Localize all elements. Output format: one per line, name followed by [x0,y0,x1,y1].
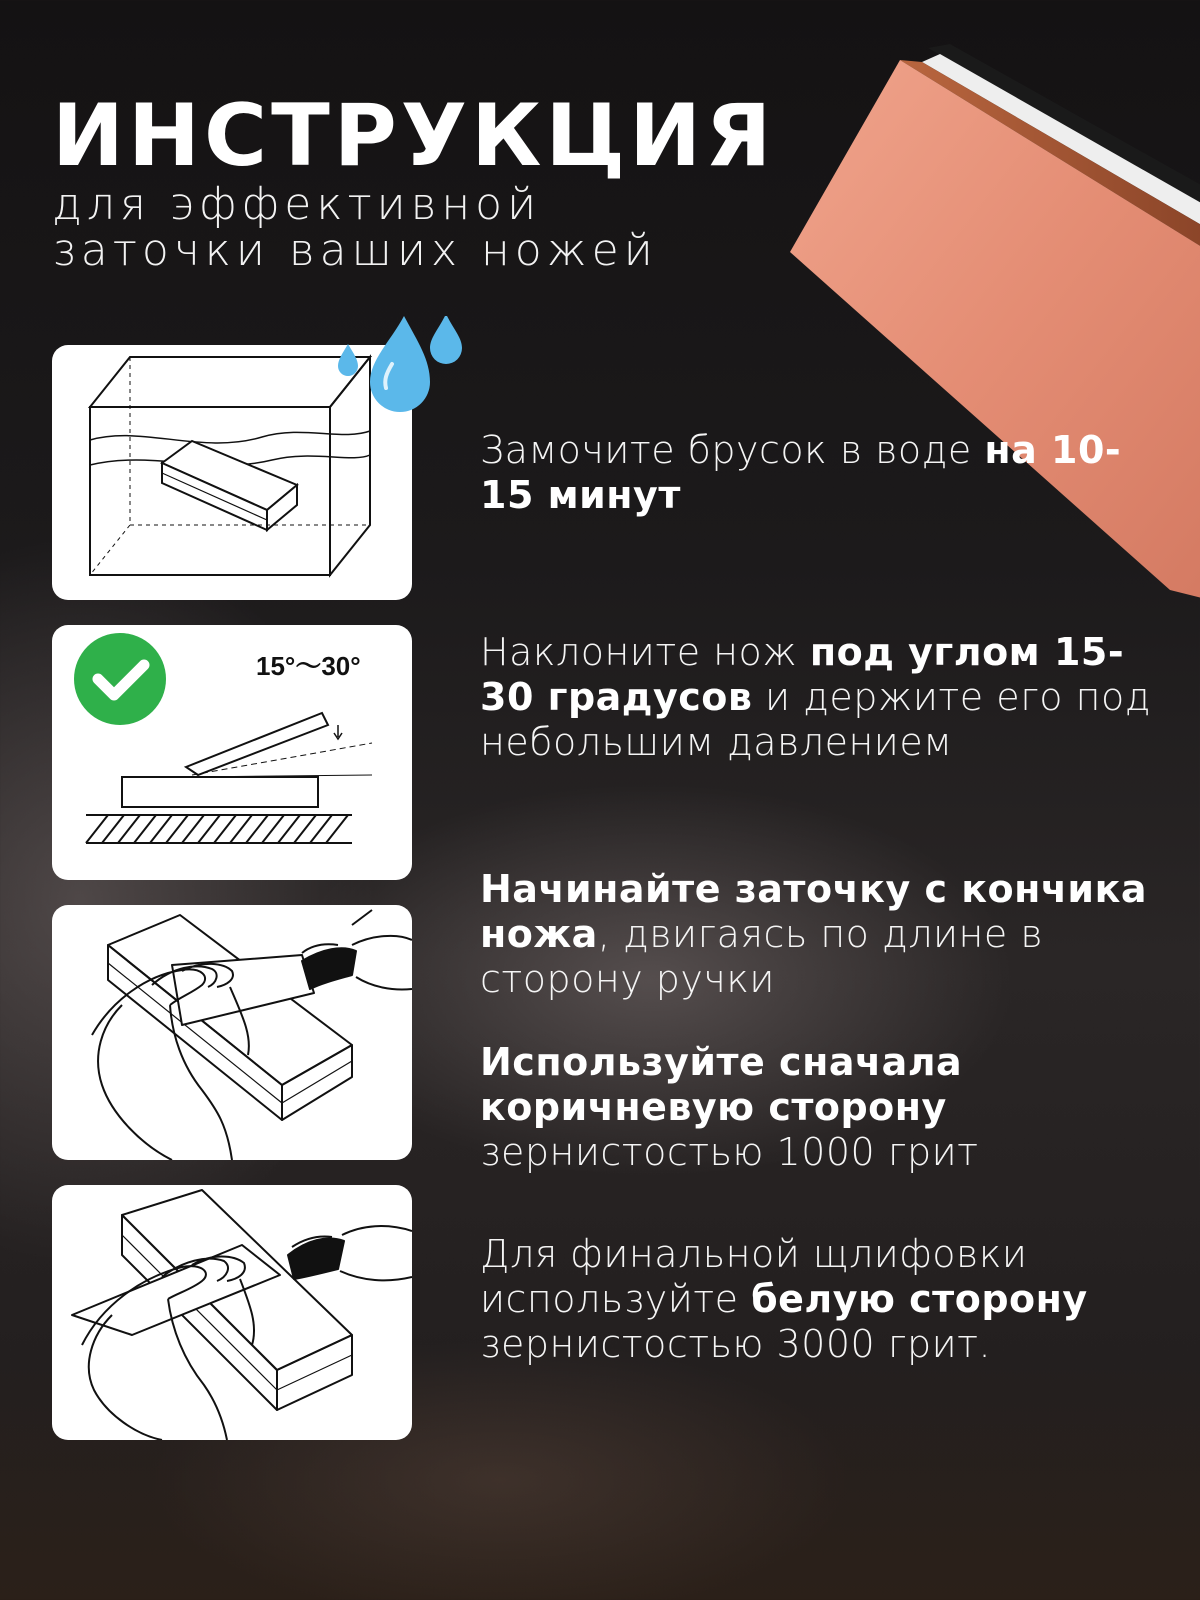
angle-illustration [52,625,412,880]
subtitle-line-2: заточки ваших ножей [52,225,658,276]
water-drops-icon [334,316,468,416]
step-2-plain-1: Наклоните нож [480,630,810,674]
sharpening-tip-illustration-card [52,905,412,1160]
step-3-plain: , двигаясь по длине в сторону ручки [480,912,1044,1001]
subtitle-line-1: для эффективной [52,179,542,230]
page-title: ИНСТРУКЦИЯ [52,86,776,186]
step-2-plain-2: и держите его под небольшим давлением [480,675,1151,764]
step-1-text [480,428,1170,518]
step-1-plain: Замочите брусок в воде [480,428,985,472]
step-2-bold: под углом 15-30 градусов [480,630,1125,719]
step-5-plain-1: Для финальной щлифовки используйте [480,1232,1028,1321]
step-3-bold: Начинайте заточку с кончика ножа [480,867,1147,956]
checkmark-icon [74,633,166,725]
sharpening-final-illustration [52,1185,412,1440]
step-4-plain: зернистостью 1000 грит [480,1130,979,1174]
page-subtitle [52,179,658,276]
angle-label: 15°～30° [256,651,361,681]
step-2-text [480,630,1170,765]
step-1-bold: на 10-15 минут [480,428,1122,517]
sharpening-final-illustration-card [52,1185,412,1440]
step-5-bold: белую сторону [751,1277,1088,1321]
step-3-text [480,867,1170,1002]
step-4-text [480,1040,1170,1175]
step-4-bold: Используйте сначала коричневую сторону [480,1040,963,1129]
angle-illustration-card [52,625,412,880]
step-5-text [480,1232,1170,1367]
step-5-plain-2: зернистостью 3000 грит. [480,1322,992,1366]
whetstone-image [790,30,1200,640]
sharpening-tip-illustration [52,905,412,1160]
